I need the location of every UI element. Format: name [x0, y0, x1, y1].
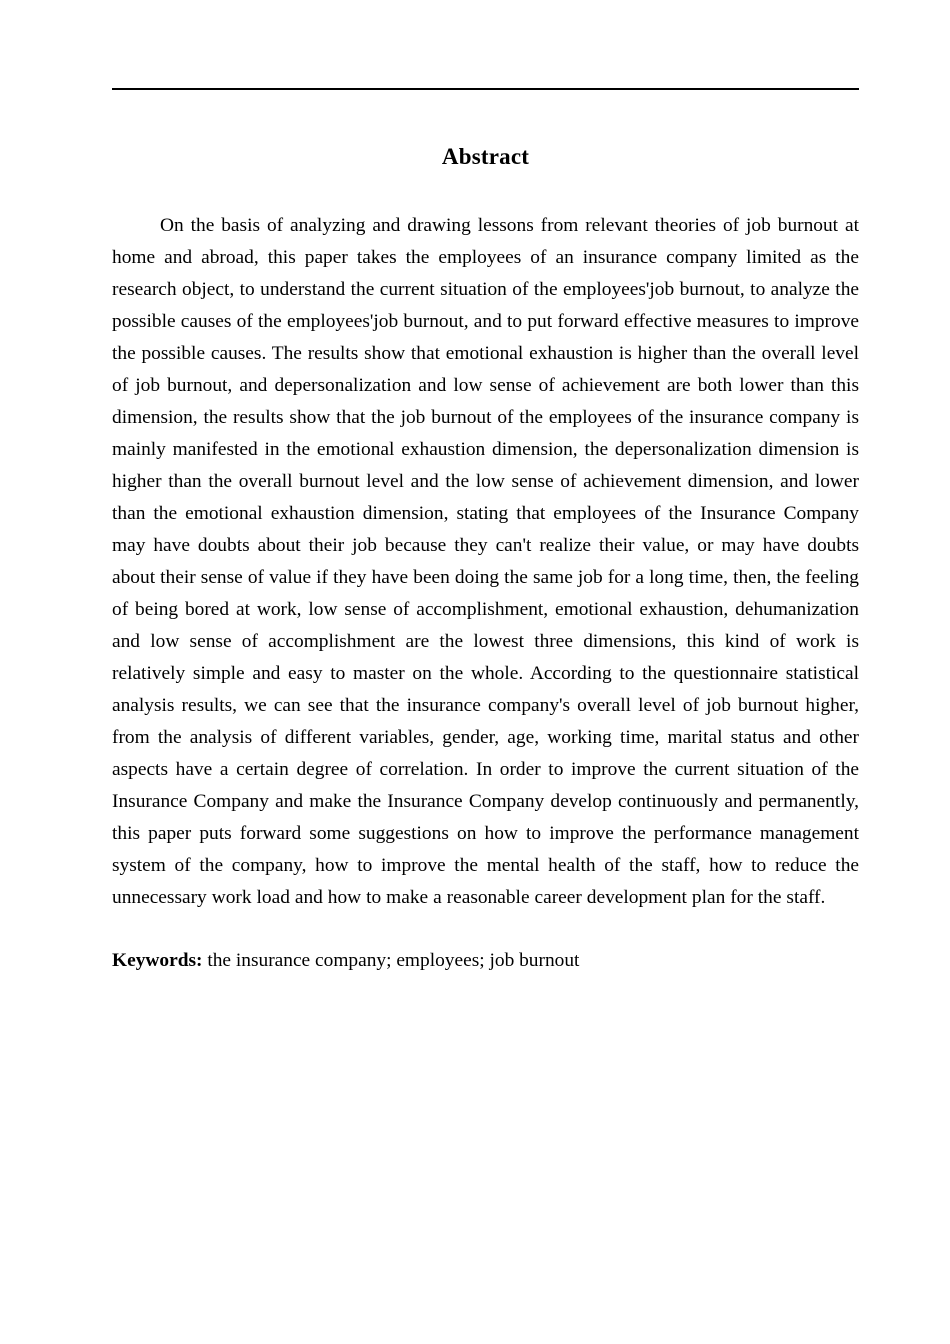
document-content [112, 90, 859, 977]
keywords-value: the insurance company; employees; job burnout [202, 950, 580, 971]
keywords-label: Keywords: [112, 950, 203, 971]
abstract-paragraph: On the basis of analyzing and drawing lessons from relevant theories of job burnout at home and abroad, this paper takes the employees of an insurance company limited as the research object, to understand the current situation of the employees'job burnout, to analyze the possible causes of the employees'job burnout, and to put forward effective measures to improve the possible causes. The results show that emotional exhaustion is higher than the overall level of job burnout, and depersonalization and low sense of achievement are both lower than this dimension, the results show that the job burnout of the employees of the insurance company is mainly manifested in the emotional exhaustion dimension, the depersonalization dimension is higher than the overall burnout level and the low sense of achievement dimension, and lower than the emotional exhaustion dimension, stating that employees of the Insurance Company may have doubts about their job because they can't realize their value, or may have doubts about their sense of value if they have been doing the same job for a long time, then, the feeling of being bored at work, low sense of accomplishment, emotional exhaustion, dehumanization and low sense of accomplishment are the lowest three dimensions, this kind of work is relatively simple and easy to master on the whole. According to the questionnaire statistical analysis results, we can see that the insurance company's overall level of job burnout higher, from the analysis of different variables, gender, age, working time, marital status and other aspects have a certain degree of correlation. In order to improve the current situation of the Insurance Company and make the Insurance Company develop continuously and permanently, this paper puts forward some suggestions on how to improve the performance management system of the company, how to improve the mental health of the staff, how to reduce the unnecessary work load and how to make a reasonable career development plan for the staff. [112, 215, 859, 908]
page-header [112, 0, 859, 90]
page-title: Abstract [441, 144, 530, 169]
keywords-line [112, 914, 859, 977]
